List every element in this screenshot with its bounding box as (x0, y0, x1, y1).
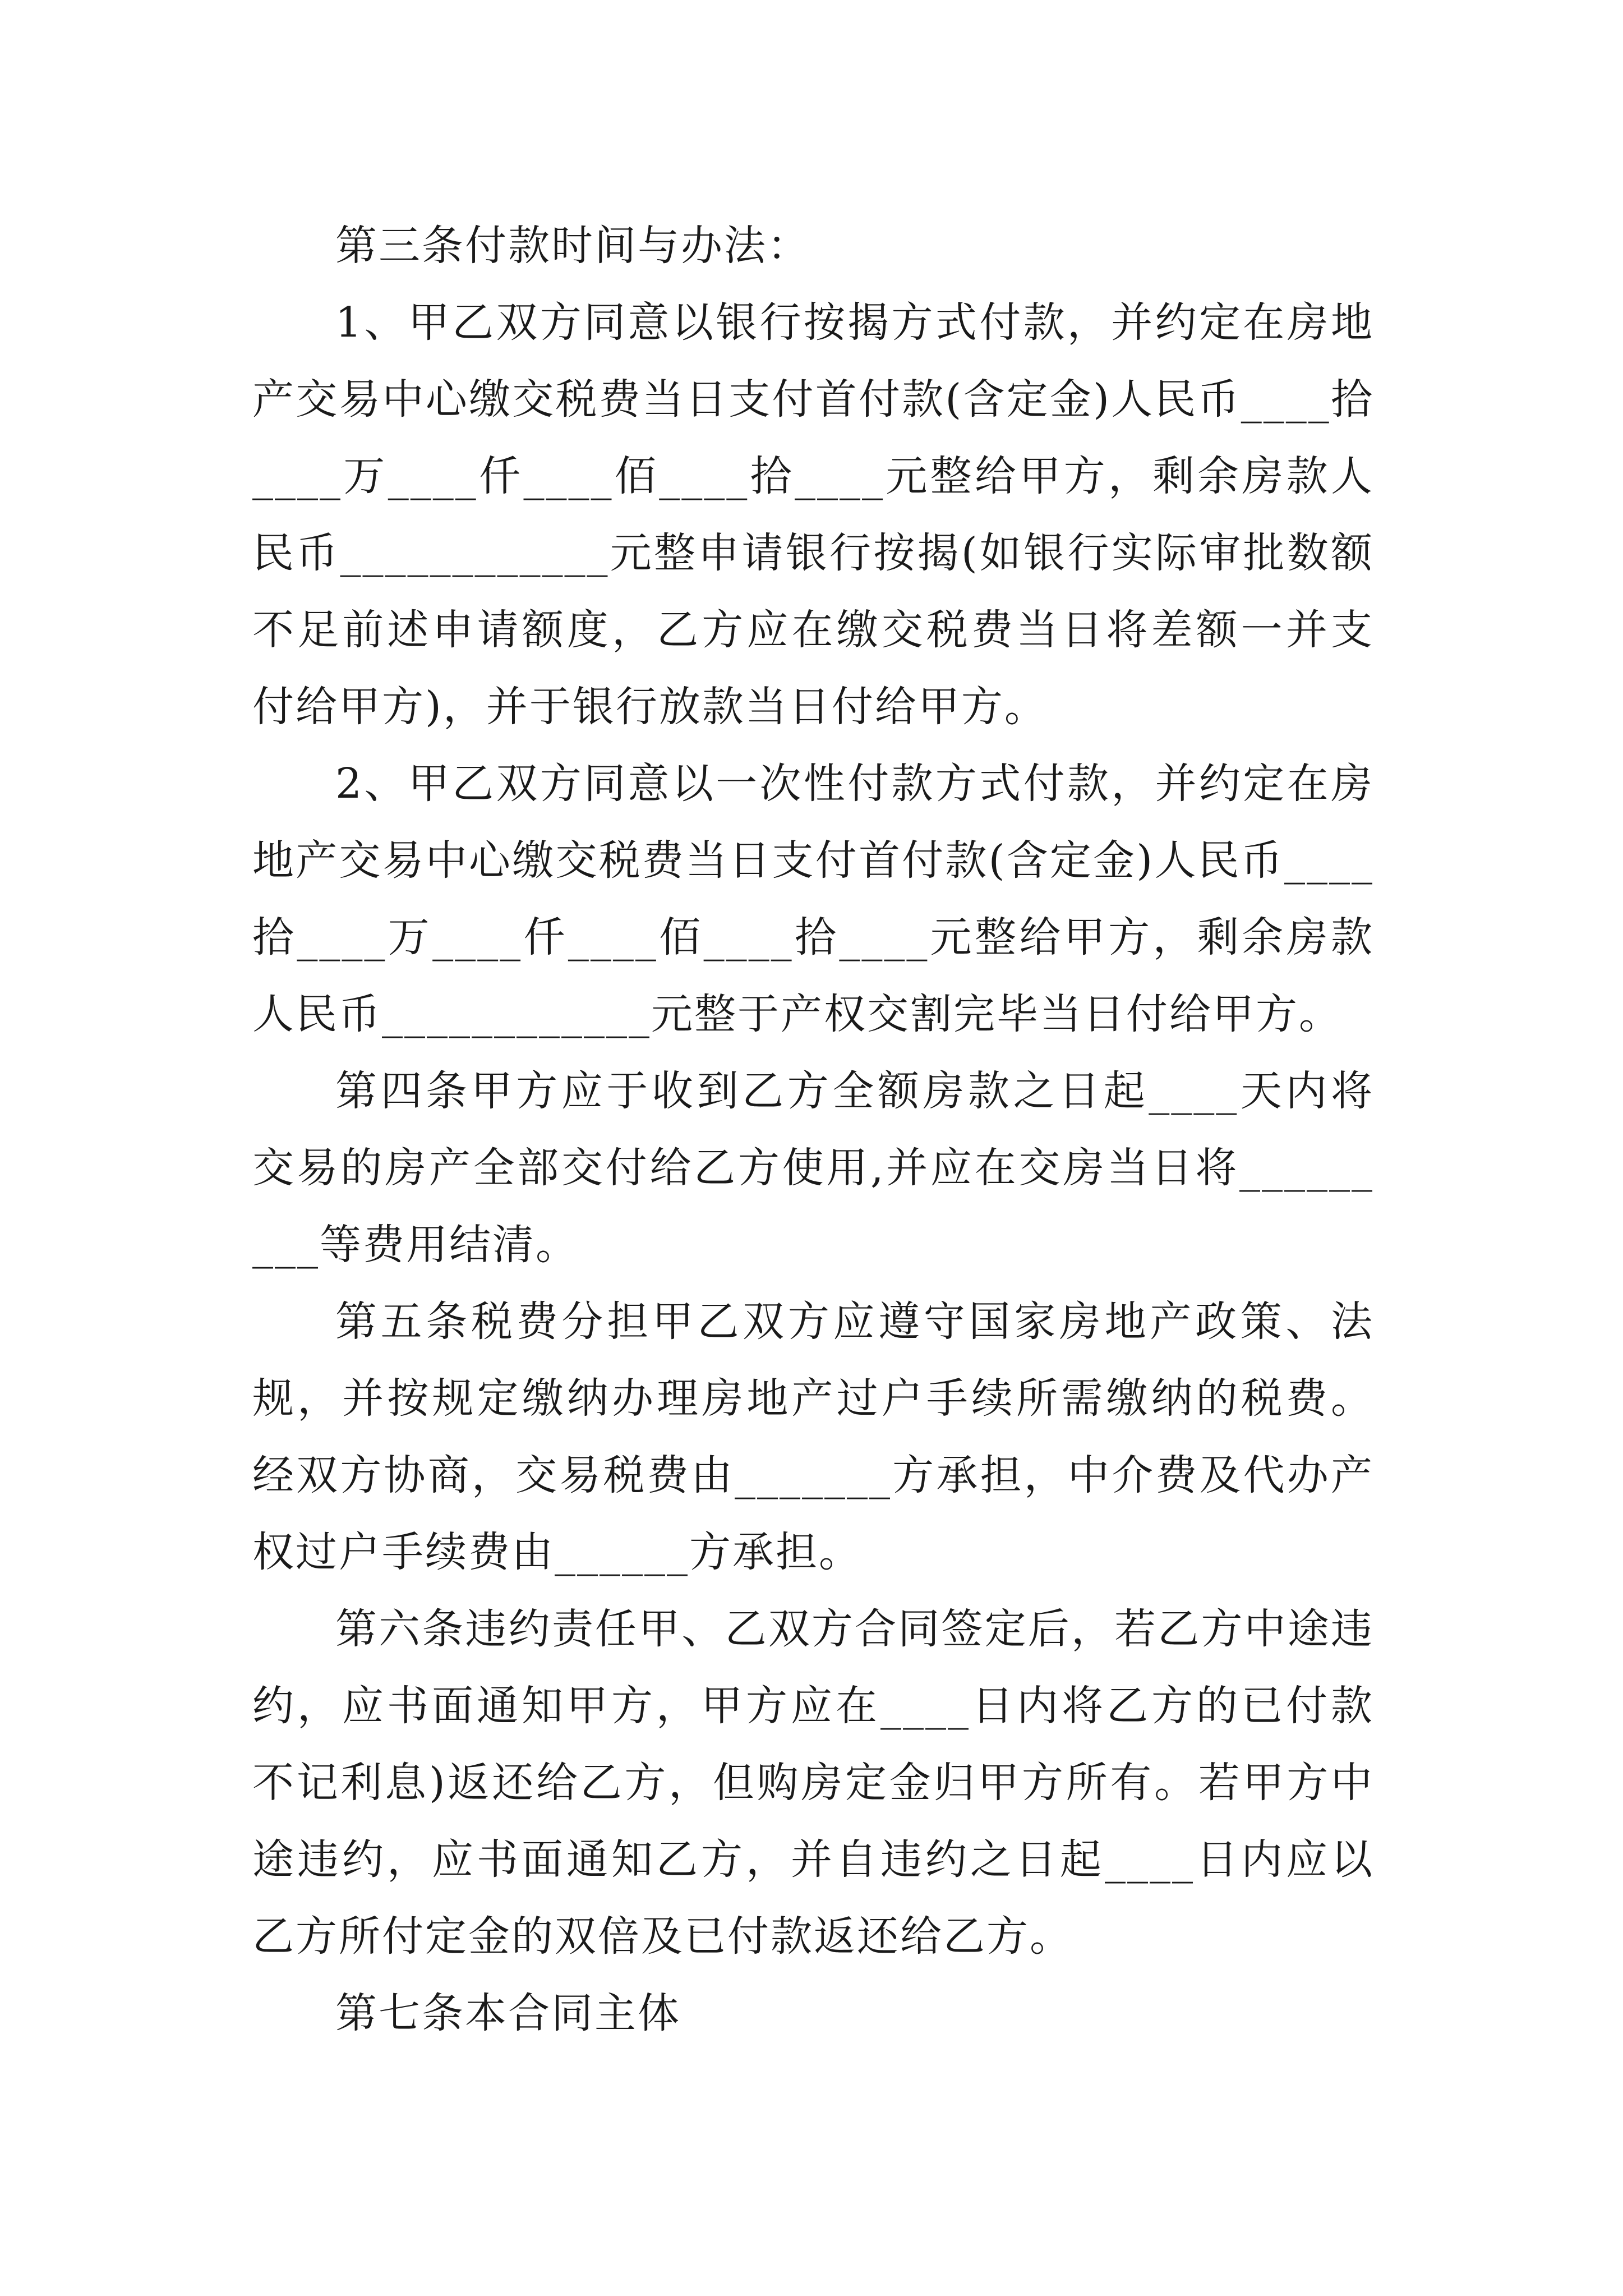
document-page (252, 208, 1374, 2052)
clause-5: 第五条税费分担甲乙双方应遵守国家房地产政策、法规，并按规定缴纳办理房地产过户手续所需缴纳的税费。经双方协商，交易税费由_______方承担，中介费及代办产权过户手续费由______方承担。 (252, 1297, 1374, 1576)
clause-3-heading: 第三条付款时间与办法： (335, 222, 810, 270)
clause-6: 第六条违约责任甲、乙双方合同签定后，若乙方中途违约，应书面通知甲方，甲方应在____日内将乙方的已付款不记利息)返还给乙方，但购房定金归甲方所有。若甲方中途违约，应书面通知乙方，并自违约之日起____日内应以乙方所付定金的双倍及已付款返还给乙方。 (252, 1605, 1374, 1961)
clause-7-heading: 第七条本合同主体 (335, 1989, 681, 2037)
clause-4: 第四条甲方应于收到乙方全额房款之日起____天内将交易的房产全部交付给乙方使用,并应在交房当日将_________等费用结清。 (252, 1067, 1374, 1269)
clause-3-item-2: 2、甲乙双方同意以一次性付款方式付款，并约定在房地产交易中心缴交税费当日支付首付款(含定金)人民币____拾____万____仟____佰____拾____元整给甲方，剩余房款人民币____________元整于产权交割完毕当日付给甲方。 (252, 760, 1374, 1038)
clause-3-item-1: 1、甲乙双方同意以银行按揭方式付款，并约定在房地产交易中心缴交税费当日支付首付款(含定金)人民币____拾____万____仟____佰____拾____元整给甲方，剩余房款人民币____________元整申请银行按揭(如银行实际审批数额不足前述申请额度，乙方应在缴交税费当日将差额一并支付给甲方)，并于银行放款当日付给甲方。 (252, 298, 1374, 731)
